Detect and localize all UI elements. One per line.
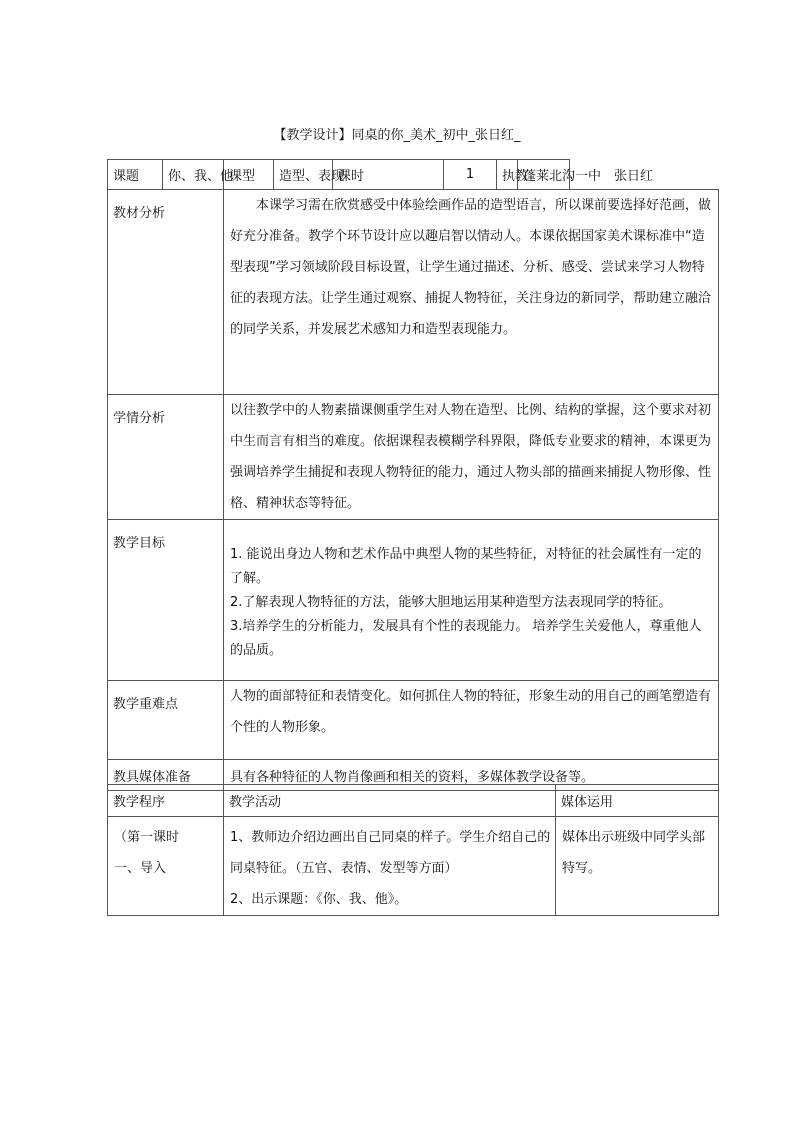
goal-item-1: 1. 能说出身边人物和艺术作品中典型人物的某些特征，对特征的社会属性有一定的了解。 [230, 547, 702, 586]
teacher-label-cell: 执教 [497, 160, 518, 190]
key-points-row [108, 681, 719, 760]
key-points-text: 人物的面部特征和表情变化。如何抓住人物的特征，形象生动的用自己的画笔塑造有个性的人物形象。 [224, 681, 719, 760]
learner-analysis-text: 以往教学中的人物素描课侧重学生对人物在造型、比例、结构的掌握，这个要求对初中生而言有相当的难度。依据课程表模糊学科界限，降低专业要求的精神，本课更为强调培养学生捕捉和表现人物特征的能力，通过人物头部的描画来捕捉人物形像、性格、精神状态等特征。 [224, 395, 719, 520]
learner-analysis-row [108, 395, 719, 520]
procedure-activity-line-2: 2、出示课题：《你、我、他》。 [230, 892, 408, 907]
material-analysis-text: 本课学习需在欣赏感受中体验绘画作品的造型语言，所以课前要选择好范画，做好充分准备。教学个环节设计应以趣启智以情动人。本课依据国家美术课标准中“造型表现”学习领域阶段目标设置，让学生通过描述、分析、感受、尝试来学习人物特征的表现方法。让学生通过观察、捕捉人物特征，关注身边的新同学，帮助建立融洽的同学关系，并发展艺术感知力和造型表现能力。 [224, 190, 719, 395]
materials-prep-label: 教具媒体准备 [108, 760, 224, 791]
type-value: 造型、表现 [274, 160, 333, 190]
procedure-table [107, 784, 719, 916]
material-analysis-row [108, 190, 719, 395]
lesson-value: 你、我、他 [163, 160, 224, 190]
procedure-step-line-1: （第一课时 [114, 830, 180, 845]
goal-item-3: 3.培养学生的分析能力，发展具有个性的表现能力。 培养学生关爱他人，尊重他人的品质。 [230, 619, 702, 658]
procedure-step-line-2: 一、导入 [114, 861, 167, 876]
procedure-header-row [108, 785, 719, 817]
procedure-activity-line-1: 1、教师边介绍边画出自己同桌的样子。学生介绍自己的同桌特征。（五官、表情、发型等方面） [230, 830, 551, 876]
procedure-step-cell [108, 817, 224, 916]
hours-value: 1 [444, 160, 497, 190]
learner-analysis-label: 学情分析 [108, 395, 224, 520]
document-title: 【教学设计】同桌的你_美术_初中_张日红_ [273, 128, 521, 143]
teaching-goals-row [108, 520, 719, 681]
teaching-goals-list [224, 520, 719, 681]
procedure-activity-cell [224, 817, 556, 916]
procedure-step-header: 教学程序 [108, 785, 224, 817]
goal-item-2: 2.了解表现人物特征的方法，能够大胆地运用某种造型方法表现同学的特征。 [230, 595, 672, 610]
teacher-value: 蓬莱北沟一中 张日红 [518, 160, 570, 190]
hours-label: 课时 [333, 160, 444, 190]
procedure-media-header: 媒体运用 [556, 785, 719, 817]
key-points-label: 教学重难点 [108, 681, 224, 760]
procedure-row [108, 817, 719, 916]
header-row [108, 160, 719, 190]
material-analysis-label: 教材分析 [108, 190, 224, 395]
teaching-goals-label: 教学目标 [108, 520, 224, 681]
lesson-label: 课题 [108, 160, 163, 190]
type-label: 课型 [224, 160, 274, 190]
lesson-plan-table [107, 159, 719, 791]
procedure-media-cell: 媒体出示班级中同学头部特写。 [556, 817, 719, 916]
materials-prep-text: 具有各种特征的人物肖像画和相关的资料，多媒体教学设备等。 [224, 760, 719, 791]
procedure-activity-header: 教学活动 [224, 785, 556, 817]
